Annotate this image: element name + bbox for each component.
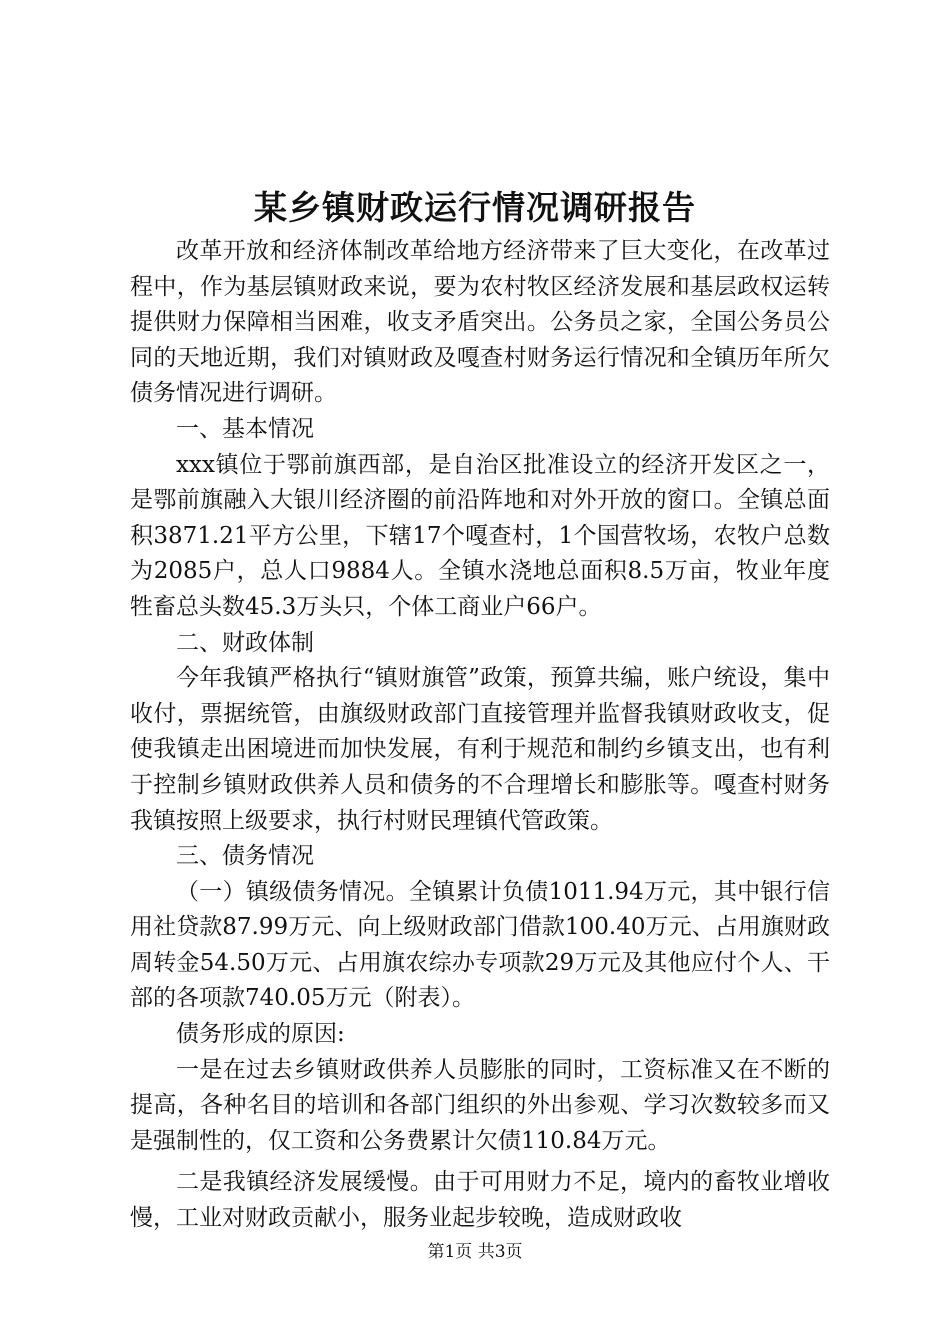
section-heading-basic: 一、基本情况 (176, 415, 314, 442)
document-body (130, 234, 830, 1237)
debt-cause-one-paragraph: 一是在过去乡镇财政供养人员膨胀的同时，工资标准又在不断的提高，各种名目的培训和各部门组织的外出参观、学习次数较多而又是强制性的，仅工资和公务费累计欠债110.84万元。 (130, 1056, 830, 1154)
debt-cause-two-paragraph: 二是我镇经济发展缓慢。由于可用财力不足，境内的畜牧业增收慢，工业对财政贡献小，服务业起步较晚，造成财政收 (130, 1169, 830, 1232)
town-debt-paragraph: （一）镇级债务情况。全镇累计负债1011.94万元，其中银行信用社贷款87.99万元、向上级财政部门借款100.40万元、占用旗财政周转金54.50万元、占用旗农综办专项款29万元及其他应付个人、干部的各项款740.05万元（附表）。 (130, 878, 830, 1012)
section-heading-debt: 三、债务情况 (176, 843, 314, 870)
debt-causes-heading: 债务形成的原因: (176, 1021, 345, 1048)
section-heading-fiscal-system: 二、财政体制 (176, 629, 314, 656)
fiscal-system-paragraph: 今年我镇严格执行“镇财旗管”政策，预算共编，账户统设，集中收付，票据统管，由旗级财政部门直接管理并监督我镇财政收支，促使我镇走出困境进而加快发展，有利于规范和制约乡镇支出，也有利于控制乡镇财政供养人员和债务的不合理增长和膨胀等。嘎查村财务我镇按照上级要求，执行村财民理镇代管政策。 (130, 665, 830, 834)
basic-info-paragraph: xxx镇位于鄂前旗西部，是自治区批准设立的经济开发区之一，是鄂前旗融入大银川经济圈的前沿阵地和对外开放的窗口。全镇总面积3871.21平方公里，下辖17个嘎查村，1个国营牧场，农牧户总数为2085户，总人口9884人。全镇水浇地总面积8.5万亩，牧业年度牲畜总头数45.3万头只，个体工商业户66户。 (130, 451, 830, 620)
intro-paragraph: 改革开放和经济体制改革给地方经济带来了巨大变化，在改革过程中，作为基层镇财政来说，要为农村牧区经济发展和基层政权运转提供财力保障相当困难，收支矛盾突出。公务员之家，全国公务员公同的天地近期，我们对镇财政及嘎查村财务运行情况和全镇历年所欠债务情况进行调研。 (130, 238, 830, 407)
document-title: 某乡镇财政运行情况调研报告 (254, 188, 696, 227)
page-footer: 第1页 共3页 (427, 1242, 523, 1262)
